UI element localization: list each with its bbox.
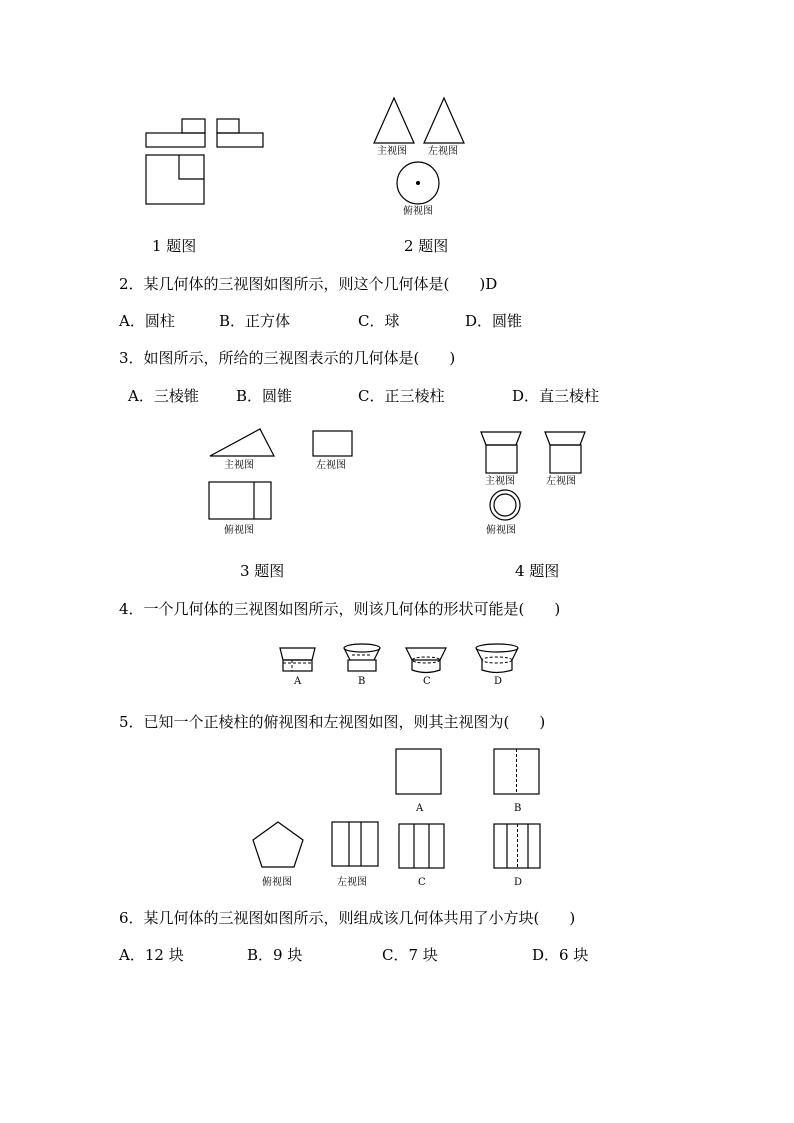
q6-stem: 6．某几何体的三视图如图所示，则组成该几何体共用了小方块( ) <box>119 909 576 927</box>
fig4-left-label: 左视图 <box>546 476 576 487</box>
q3-option-b: B．圆锥 <box>236 387 293 405</box>
q5-left-view-label: 左视图 <box>337 877 367 888</box>
q4-solid-c <box>406 648 446 673</box>
fig4-front-label: 主视图 <box>485 476 515 487</box>
q2-option-c: C．球 <box>358 312 400 330</box>
fig3-left-label: 左视图 <box>316 460 346 471</box>
fig3-top-label: 俯视图 <box>224 525 254 536</box>
fig2-front-label: 主视图 <box>377 146 407 157</box>
fig1-drawing <box>146 119 263 204</box>
q4-stem: 4．一个几何体的三视图如图所示，则该几何体的形状可能是( ) <box>119 600 561 618</box>
q2-option-d: D．圆锥 <box>465 312 523 330</box>
fig4-caption: 4 题图 <box>515 562 560 580</box>
q2-stem: 2．某几何体的三视图如图所示，则这个几何体是( )D <box>119 275 498 293</box>
q4-solid-a <box>280 648 315 671</box>
q6-option-c: C．7 块 <box>382 946 438 964</box>
fig2-top-label: 俯视图 <box>403 206 433 217</box>
q3-option-a: A．三棱锥 <box>128 387 199 405</box>
q5-option-c-drawing <box>399 824 444 868</box>
q5-left-view-drawing <box>332 822 378 866</box>
q5-option-a-drawing <box>396 749 441 794</box>
q4-solid-d <box>476 644 518 673</box>
fig2-left-label: 左视图 <box>428 146 458 157</box>
fig3-caption: 3 题图 <box>240 562 285 580</box>
q5-label-b: B <box>514 803 522 814</box>
fig2-caption: 2 题图 <box>404 237 449 255</box>
q4-label-c: C <box>423 676 431 687</box>
fig1-caption: 1 题图 <box>152 237 197 255</box>
q6-option-a: A．12 块 <box>119 946 184 964</box>
q4-label-b: B <box>358 676 366 687</box>
q5-option-b-drawing <box>494 749 539 794</box>
q5-top-view-drawing <box>253 822 303 867</box>
fig3-drawing <box>209 429 352 519</box>
q3-stem: 3．如图所示，所给的三视图表示的几何体是( ) <box>119 349 456 367</box>
q6-option-b: B．9 块 <box>247 946 303 964</box>
q6-option-d: D．6 块 <box>532 946 589 964</box>
q4-solid-b <box>344 644 380 671</box>
q5-stem: 5．已知一个正棱柱的俯视图和左视图如图，则其主视图为( ) <box>119 713 546 731</box>
q5-label-a: A <box>416 803 424 814</box>
q5-option-d-drawing <box>494 824 540 868</box>
fig4-top-label: 俯视图 <box>486 525 516 536</box>
q2-option-b: B．正方体 <box>219 312 291 330</box>
q3-option-c: C．正三棱柱 <box>358 387 445 405</box>
q5-label-d: D <box>514 877 523 888</box>
q3-option-d: D．直三棱柱 <box>512 387 600 405</box>
q2-option-a: A．圆柱 <box>119 312 175 330</box>
q5-top-view-label: 俯视图 <box>262 877 292 888</box>
q5-label-c: C <box>418 877 426 888</box>
fig3-front-label: 主视图 <box>224 460 254 471</box>
q4-label-d: D <box>494 676 503 687</box>
q4-label-a: A <box>294 676 302 687</box>
